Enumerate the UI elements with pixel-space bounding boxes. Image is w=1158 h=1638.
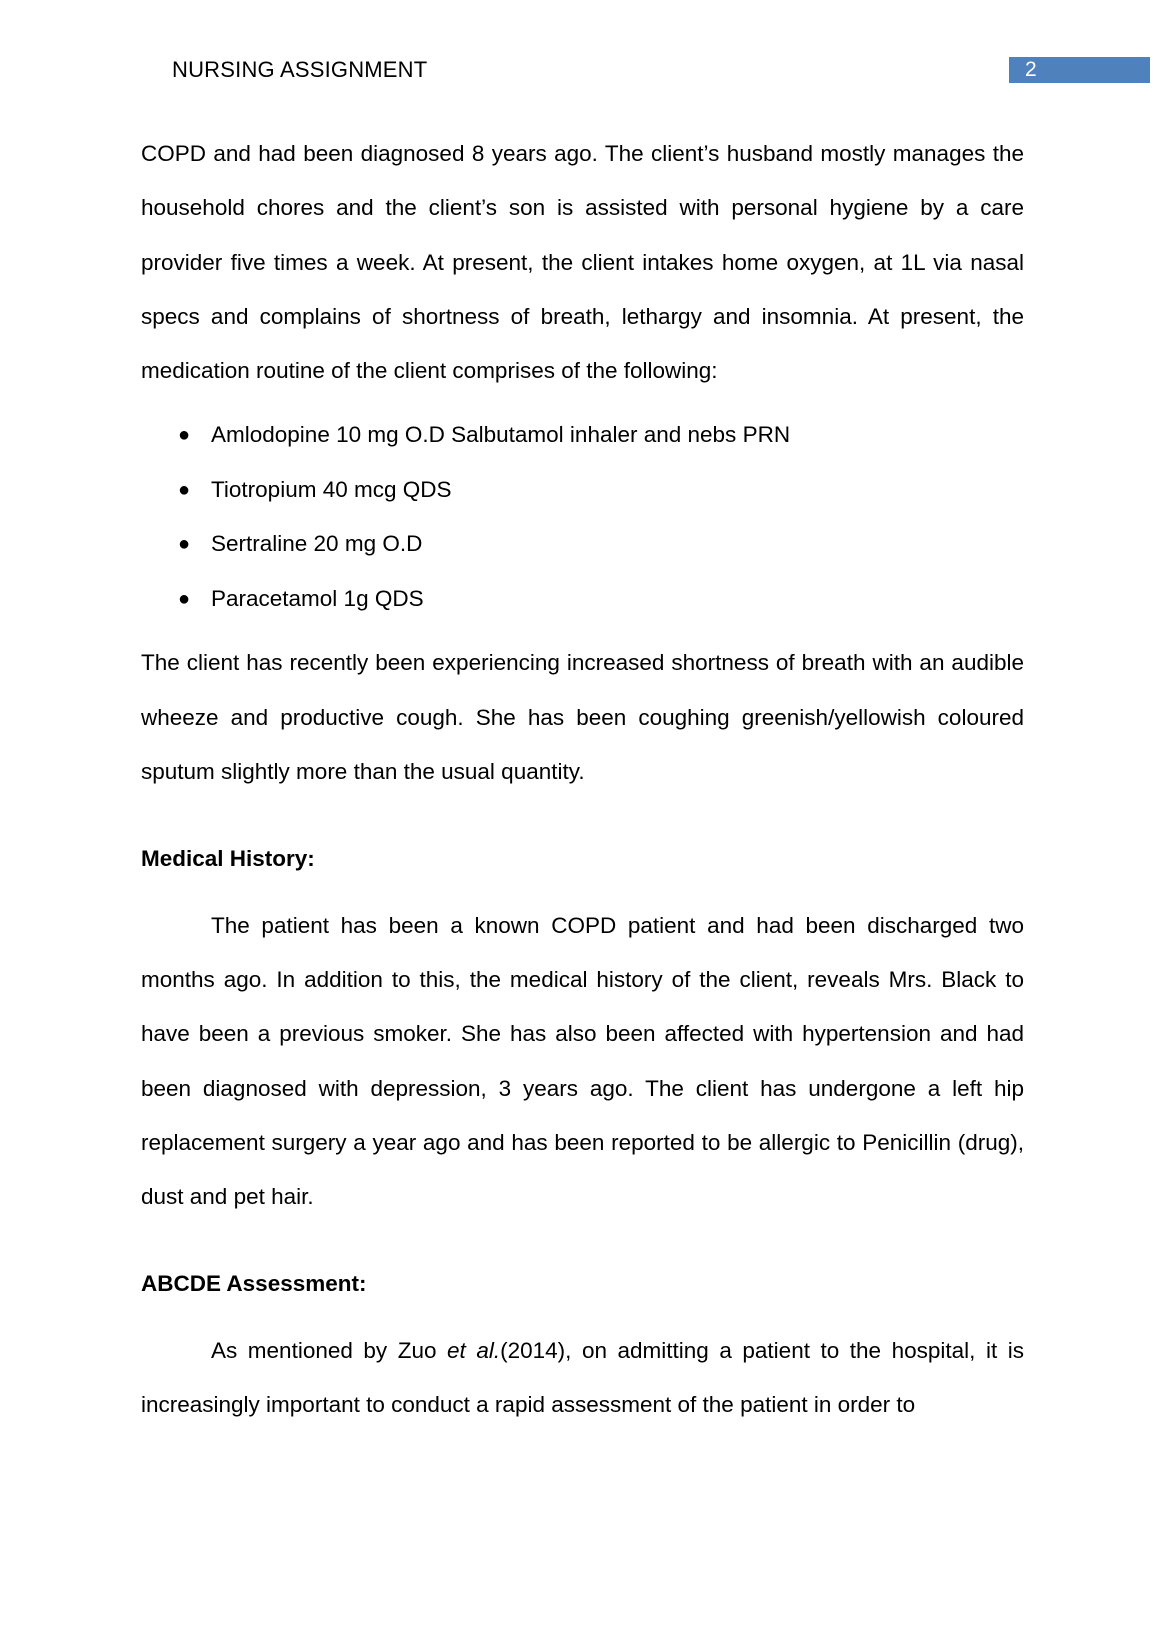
- header-title: NURSING ASSIGNMENT: [172, 57, 428, 82]
- bullet-icon: ●: [178, 587, 191, 610]
- intro-paragraph: COPD and had been diagnosed 8 years ago. The client’s husband mostly manages the household chores and the client’s son is assisted with personal hygiene by a care provider five times a week. At present, the client intakes home oxygen, at 1L via nasal specs and complains of shortness of breath, lethargy and insomnia. At present, the medication routine of the client comprises of the following:: [141, 141, 1024, 384]
- abcde-assessment-paragraph: [141, 1324, 1024, 1433]
- medication-text: Amlodopine 10 mg O.D Salbutamol inhaler and nebs PRN: [211, 422, 791, 448]
- medication-item: [141, 517, 1024, 572]
- document-body: [141, 127, 1024, 1432]
- medication-list: [141, 408, 1024, 626]
- bullet-icon: ●: [178, 424, 191, 447]
- bullet-icon: ●: [178, 533, 191, 556]
- abcde-text-end: (2014), on admitting a patient to the hospital, it is increasingly important to conduct a rapid assessment of the patient in order to: [141, 1337, 1024, 1418]
- medication-text: Tiotropium 40 mcg QDS: [211, 476, 452, 502]
- citation-et-al: et al.: [447, 1337, 501, 1363]
- medication-item: [141, 572, 1024, 627]
- bullet-icon: ●: [178, 478, 191, 501]
- medical-history-heading: Medical History:: [141, 846, 315, 872]
- abcde-text-start: As mentioned by Zuo: [211, 1337, 448, 1363]
- medical-history-paragraph: The patient has been a known COPD patient and had been discharged two months ago. In addition to this, the medical history of the client, reveals Mrs. Black to have been a previous smoker. She has also been affected with hypertension and had been diagnosed with depression, 3 years ago. The client has undergone a left hip replacement surgery a year ago and has been reported to be allergic to Penicillin (drug), dust and pet hair.: [141, 912, 1024, 1210]
- symptoms-paragraph: The client has recently been experiencing increased shortness of breath with an audible wheeze and productive cough. She has been coughing greenish/yellowish coloured sputum slightly more than the usual quantity.: [141, 650, 1024, 785]
- medication-text: Paracetamol 1g QDS: [211, 585, 424, 611]
- abcde-assessment-heading: ABCDE Assessment:: [141, 1271, 367, 1297]
- medication-text: Sertraline 20 mg O.D: [211, 531, 423, 557]
- medication-item: [141, 463, 1024, 518]
- page-number: 2: [1025, 58, 1037, 81]
- page-number-badge: [1009, 57, 1150, 83]
- medication-item: [141, 408, 1024, 463]
